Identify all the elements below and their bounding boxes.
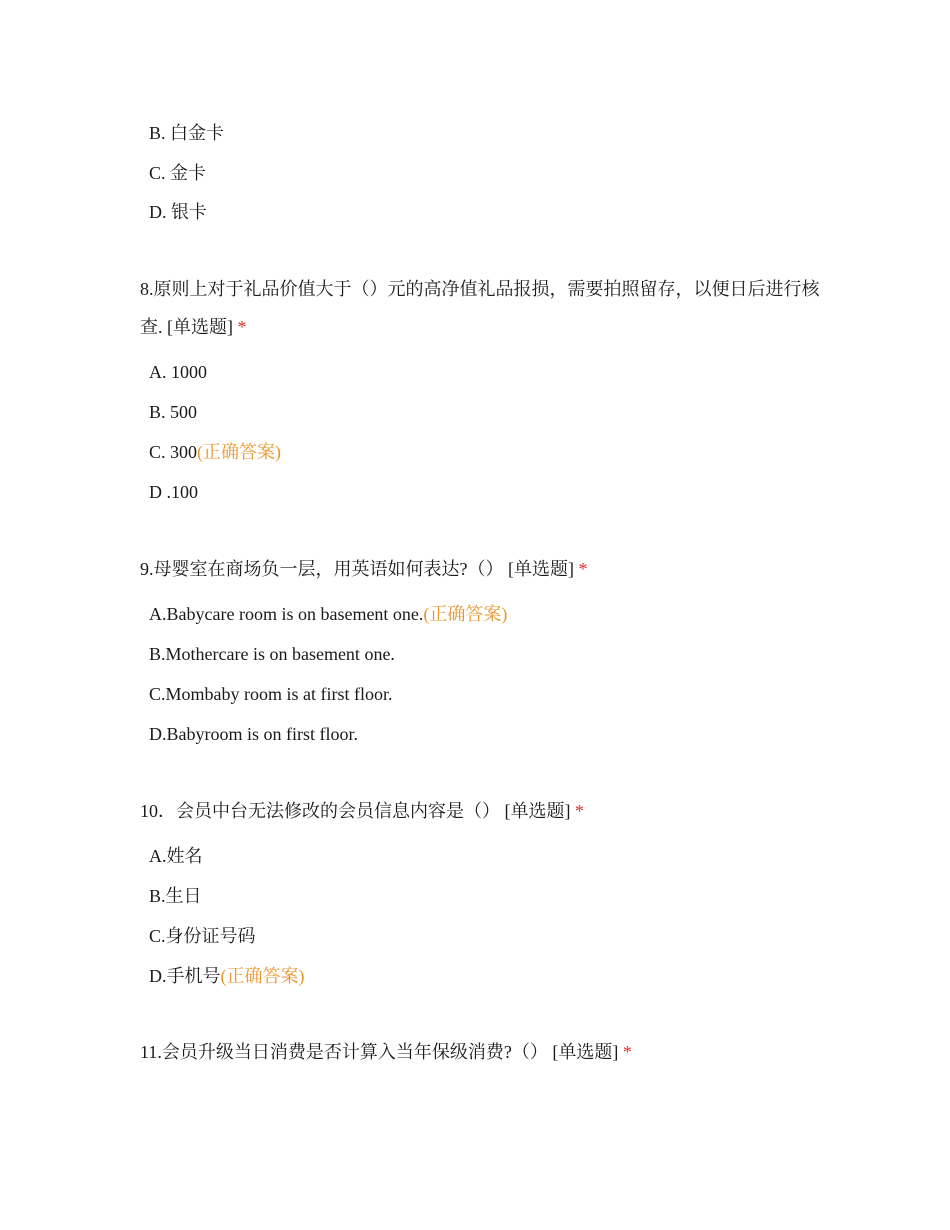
correct-answer-tag: (正确答案) bbox=[423, 604, 508, 624]
option-text: B.Mothercare is on basement one. bbox=[149, 644, 395, 664]
option-text: D .100 bbox=[149, 482, 198, 502]
question-type-tag: [单选题] bbox=[167, 317, 233, 337]
option-text: C. 金卡 bbox=[149, 163, 207, 183]
option-7-c bbox=[149, 161, 206, 185]
question-11-title bbox=[140, 1033, 820, 1071]
question-text: 10．会员中台无法修改的会员信息内容是（） bbox=[140, 801, 500, 821]
correct-answer-tag: (正确答案) bbox=[197, 442, 282, 462]
option-8-b bbox=[149, 400, 197, 424]
option-10-d bbox=[149, 964, 305, 988]
question-text: 9.母婴室在商场负一层，用英语如何表达?（） bbox=[140, 559, 504, 579]
required-mark: * bbox=[575, 801, 584, 821]
correct-answer-tag: (正确答案) bbox=[220, 966, 305, 986]
question-8-title bbox=[140, 270, 820, 346]
option-text: D.Babyroom is on first floor. bbox=[149, 724, 358, 744]
question-text: 11.会员升级当日消费是否计算入当年保级消费?（） bbox=[140, 1042, 548, 1062]
option-text: D.手机号 bbox=[149, 966, 221, 986]
option-7-b bbox=[149, 121, 224, 145]
option-text: B.生日 bbox=[149, 886, 202, 906]
option-text: C.Mombaby room is at first floor. bbox=[149, 684, 393, 704]
required-mark: * bbox=[622, 1042, 632, 1062]
option-text: A.Babycare room is on basement one. bbox=[149, 604, 424, 624]
question-text: 8.原则上对于礼品价值大于（）元的高净值礼品报损，需要拍照留存，以便日后进行核查. bbox=[140, 279, 820, 337]
option-text: B. 白金卡 bbox=[149, 123, 225, 143]
option-9-b bbox=[149, 642, 395, 666]
option-text: C. 300 bbox=[149, 442, 198, 462]
option-8-a bbox=[149, 360, 207, 384]
option-text: B. 500 bbox=[149, 402, 198, 422]
question-type-tag: [单选题] bbox=[552, 1042, 619, 1062]
question-type-tag: [单选题] bbox=[504, 801, 571, 821]
option-text: D. 银卡 bbox=[149, 202, 207, 222]
option-text: A.姓名 bbox=[149, 846, 203, 866]
option-text: C.身份证号码 bbox=[149, 926, 256, 946]
option-8-d bbox=[149, 480, 198, 504]
option-8-c bbox=[149, 440, 281, 464]
option-9-d bbox=[149, 722, 358, 746]
option-7-d bbox=[149, 200, 207, 224]
option-10-a bbox=[149, 844, 203, 868]
option-9-a bbox=[149, 602, 507, 626]
question-9-title bbox=[140, 550, 820, 588]
option-10-c bbox=[149, 924, 256, 948]
question-10-title bbox=[140, 792, 820, 830]
required-mark: * bbox=[578, 559, 588, 579]
required-mark: * bbox=[237, 317, 247, 337]
option-text: A. 1000 bbox=[149, 362, 207, 382]
option-9-c bbox=[149, 682, 392, 706]
option-10-b bbox=[149, 884, 202, 908]
question-type-tag: [单选题] bbox=[508, 559, 574, 579]
